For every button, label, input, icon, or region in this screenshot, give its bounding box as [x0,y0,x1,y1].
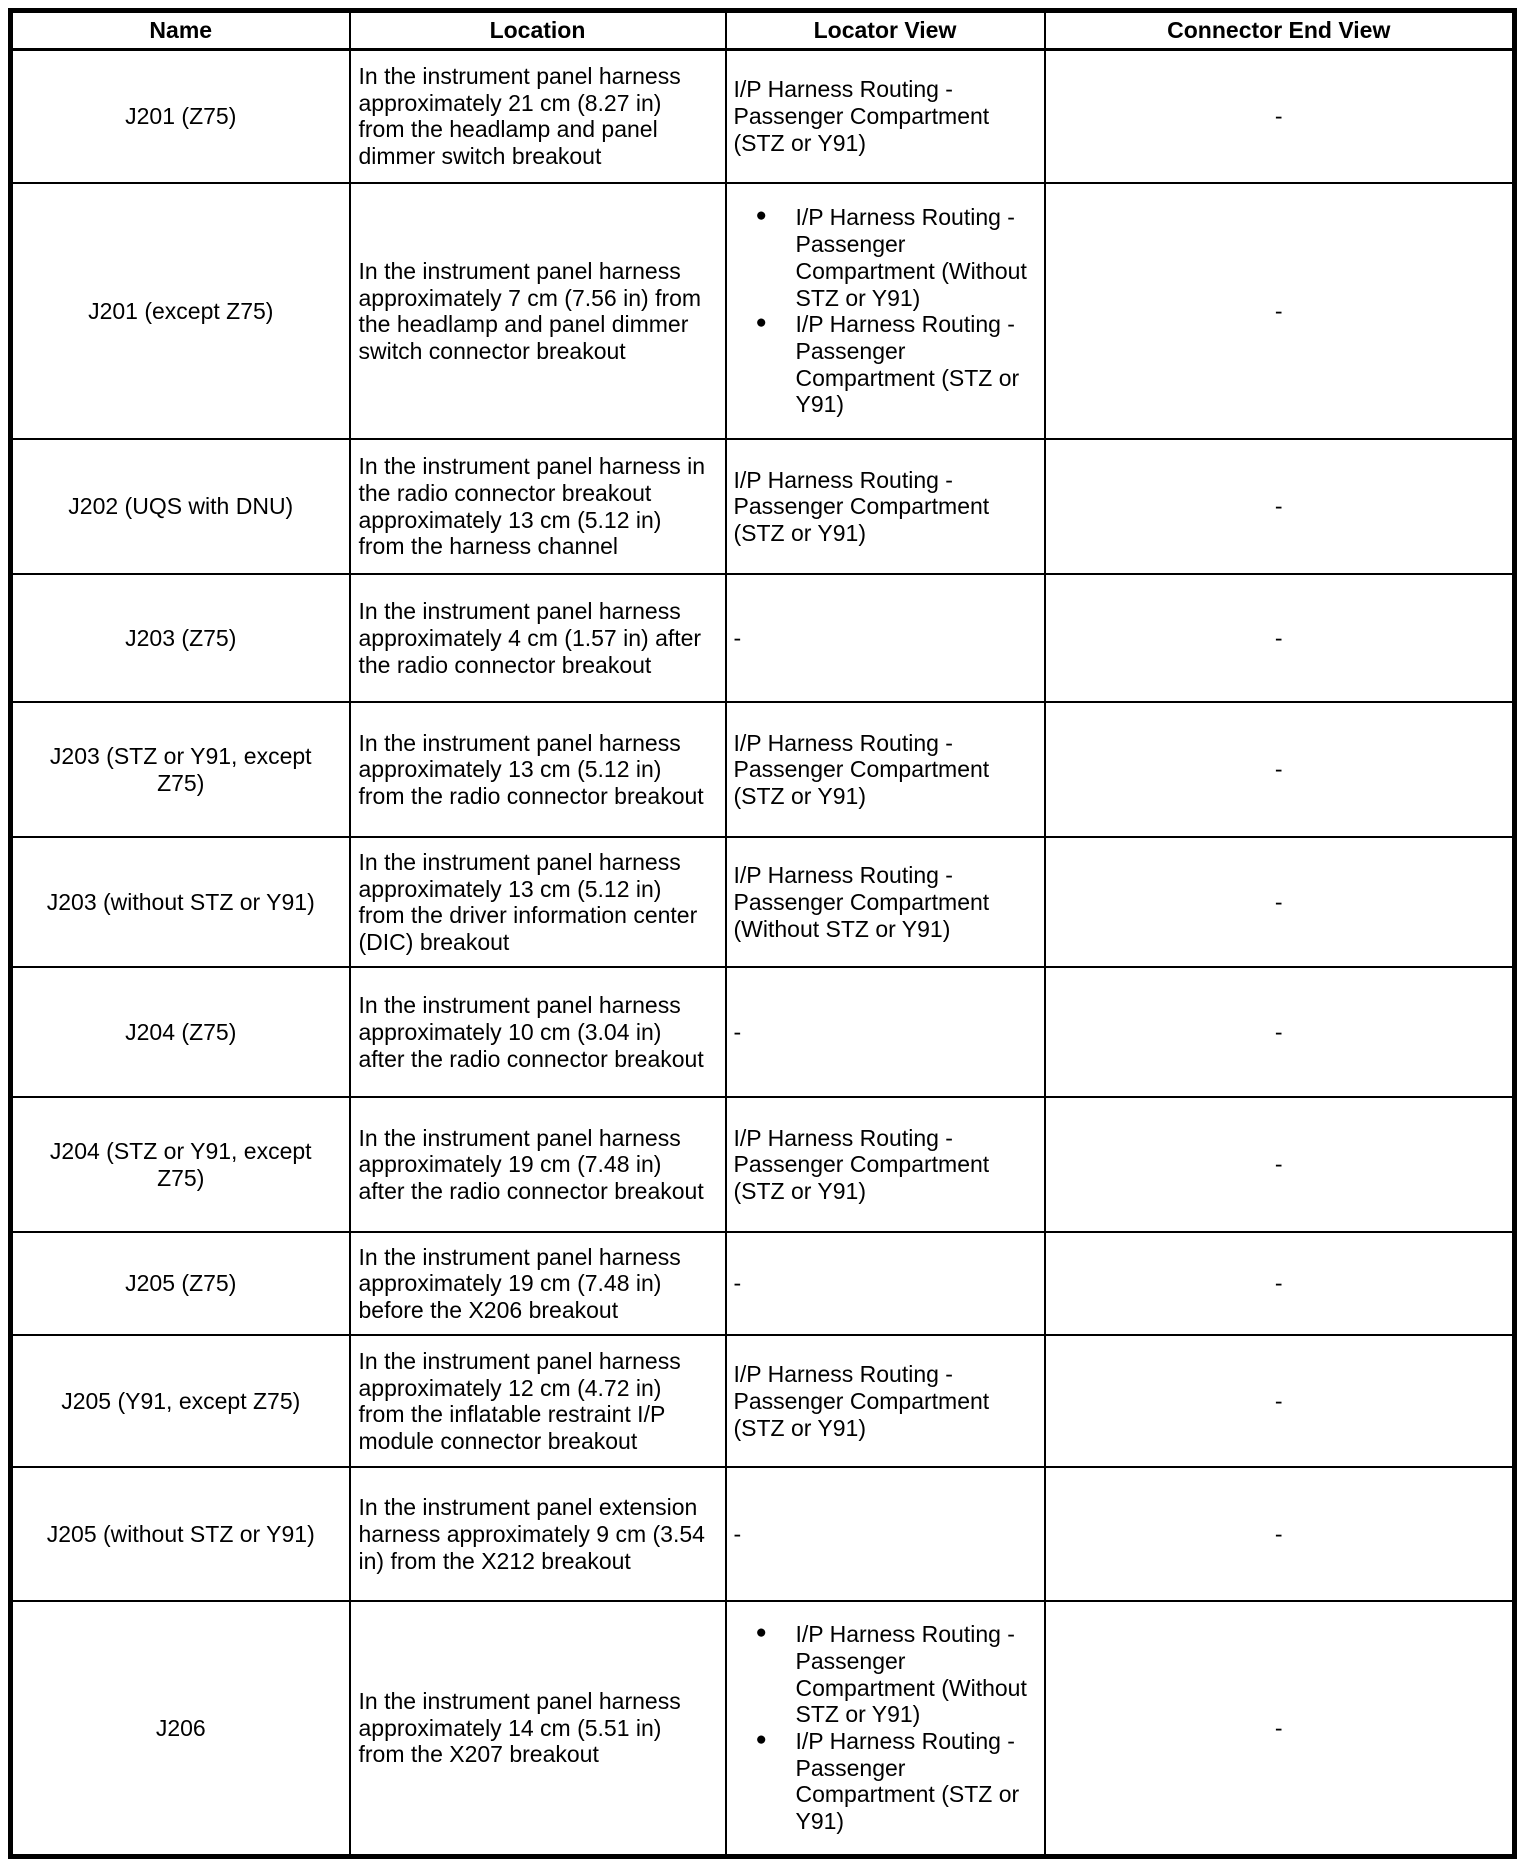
list-item [756,311,1032,418]
location-cell: In the instrument panel extension harness approximately 9 cm (3.54 in) from the X212 breakout [350,1467,726,1601]
location-cell: In the instrument panel harness approximately 14 cm (5.51 in) from the X207 breakout [350,1601,726,1856]
name-cell: J204 (STZ or Y91, except Z75) [11,1097,350,1232]
name-cell: J201 (Z75) [11,49,350,183]
table-row [11,439,1515,574]
locator-view-cell: I/P Harness Routing - Passenger Compartment (STZ or Y91) [726,1097,1045,1232]
connector-end-view-cell: - [1045,702,1515,837]
list-item-label: I/P Harness Routing - Passenger Compartment (Without STZ or Y91) [795,204,1027,311]
locator-view-cell [726,1601,1045,1856]
name-cell: J203 (Z75) [11,574,350,702]
name-cell: J205 (Z75) [11,1232,350,1335]
location-cell: In the instrument panel harness approximately 7 cm (7.56 in) from the headlamp and panel dimmer switch connector breakout [350,183,726,439]
table-row [11,702,1515,837]
connector-end-view-cell: - [1045,439,1515,574]
locator-view-cell: - [726,574,1045,702]
list-item [756,204,1032,311]
location-cell: In the instrument panel harness approximately 13 cm (5.12 in) from the driver information center (DIC) breakout [350,837,726,967]
table-row [11,49,1515,183]
connector-end-view-cell: - [1045,1601,1515,1856]
table-row [11,1335,1515,1467]
bullet-icon: ● [755,205,767,227]
locator-view-cell: I/P Harness Routing - Passenger Compartment (STZ or Y91) [726,439,1045,574]
locator-view-list [734,204,1032,417]
name-cell: J205 (without STZ or Y91) [11,1467,350,1601]
column-header-connector-end-view: Connector End View [1045,11,1515,50]
location-cell: In the instrument panel harness in the radio connector breakout approximately 13 cm (5.12 in) from the harness channel [350,439,726,574]
locator-view-cell [726,183,1045,439]
connector-end-view-cell: - [1045,574,1515,702]
location-cell: In the instrument panel harness approximately 4 cm (1.57 in) after the radio connector breakout [350,574,726,702]
table-row [11,1467,1515,1601]
connector-end-view-cell: - [1045,1335,1515,1467]
location-cell: In the instrument panel harness approximately 21 cm (8.27 in) from the headlamp and panel dimmer switch breakout [350,49,726,183]
connector-end-view-cell: - [1045,1232,1515,1335]
name-cell: J202 (UQS with DNU) [11,439,350,574]
name-cell: J205 (Y91, except Z75) [11,1335,350,1467]
location-cell: In the instrument panel harness approximately 19 cm (7.48 in) after the radio connector breakout [350,1097,726,1232]
bullet-icon: ● [755,1728,767,1750]
list-item [756,1728,1032,1835]
header-row [11,11,1515,50]
connector-end-view-cell: - [1045,1467,1515,1601]
table-row [11,967,1515,1097]
table-row [11,1097,1515,1232]
connector-end-view-cell: - [1045,183,1515,439]
connector-end-view-cell: - [1045,1097,1515,1232]
location-cell: In the instrument panel harness approximately 13 cm (5.12 in) from the radio connector breakout [350,702,726,837]
name-cell: J201 (except Z75) [11,183,350,439]
list-item-label: I/P Harness Routing - Passenger Compartment (Without STZ or Y91) [795,1621,1027,1728]
locator-view-cell: I/P Harness Routing - Passenger Compartment (STZ or Y91) [726,49,1045,183]
name-cell: J204 (Z75) [11,967,350,1097]
table-row [11,574,1515,702]
table-row [11,1601,1515,1856]
location-cell: In the instrument panel harness approximately 12 cm (4.72 in) from the inflatable restraint I/P module connector breakout [350,1335,726,1467]
column-header-name: Name [11,11,350,50]
location-cell: In the instrument panel harness approximately 19 cm (7.48 in) before the X206 breakout [350,1232,726,1335]
name-cell: J203 (STZ or Y91, except Z75) [11,702,350,837]
connector-end-view-cell: - [1045,837,1515,967]
table-row [11,837,1515,967]
connector-location-table [8,8,1517,1859]
name-cell: J206 [11,1601,350,1856]
table-row [11,1232,1515,1335]
location-cell: In the instrument panel harness approximately 10 cm (3.04 in) after the radio connector breakout [350,967,726,1097]
locator-view-cell: I/P Harness Routing - Passenger Compartment (Without STZ or Y91) [726,837,1045,967]
locator-view-cell: - [726,967,1045,1097]
bullet-icon: ● [755,312,767,334]
list-item-label: I/P Harness Routing - Passenger Compartment (STZ or Y91) [795,311,1020,418]
list-item [756,1621,1032,1728]
name-cell: J203 (without STZ or Y91) [11,837,350,967]
list-item-label: I/P Harness Routing - Passenger Compartment (STZ or Y91) [795,1727,1020,1834]
column-header-locator-view: Locator View [726,11,1045,50]
locator-view-cell: - [726,1467,1045,1601]
locator-view-cell: - [726,1232,1045,1335]
column-header-location: Location [350,11,726,50]
locator-view-cell: I/P Harness Routing - Passenger Compartment (STZ or Y91) [726,702,1045,837]
connector-end-view-cell: - [1045,49,1515,183]
locator-view-list [734,1621,1032,1834]
connector-end-view-cell: - [1045,967,1515,1097]
bullet-icon: ● [755,1622,767,1644]
locator-view-cell: I/P Harness Routing - Passenger Compartment (STZ or Y91) [726,1335,1045,1467]
table-row [11,183,1515,439]
